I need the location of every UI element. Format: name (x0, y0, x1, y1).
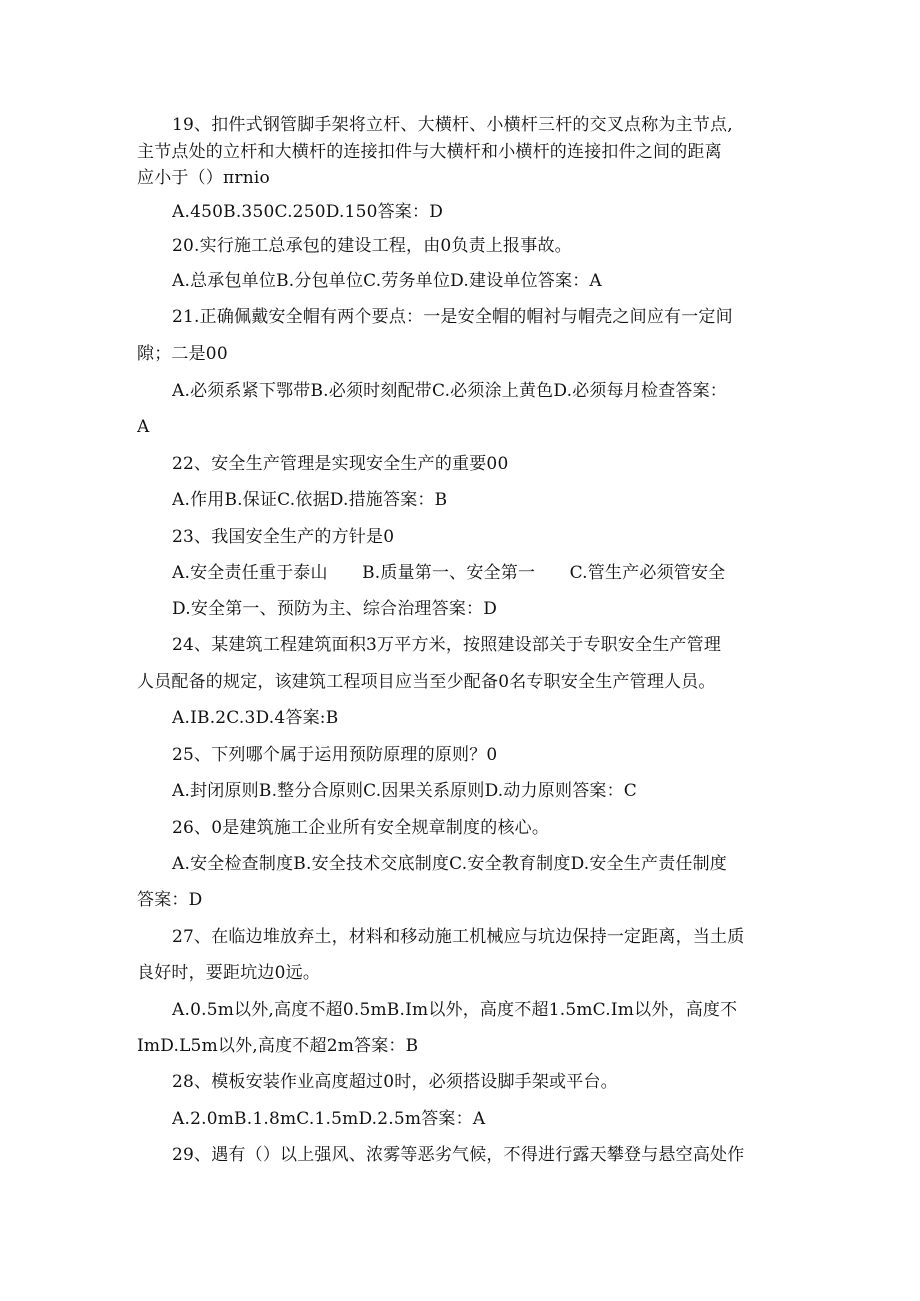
text-line: 27、在临边堆放弃土，材料和移动施工机械应与坑边保持一定距离，当土质 (172, 927, 745, 947)
text-line: 19、扣件式钢管脚手架将立杆、大横杆、小横杆三杆的交叉点称为主节点, (172, 115, 733, 135)
text-line: A.作用B.保证C.依据D.措施答案：B (172, 490, 448, 510)
text-line: A.安全检查制度B.安全技术交底制度C.安全教育制度D.安全生产责任制度 (172, 854, 728, 874)
text-line: A.0.5m以外,高度不超0.5mB.Im以外，高度不超1.5mC.Im以外，高度不 (172, 1000, 738, 1020)
text-line: 28、模板安装作业高度超过0时，必须搭设脚手架或平台。 (172, 1072, 618, 1092)
text-line: 21.正确佩戴安全帽有两个要点：一是安全帽的帽衬与帽壳之间应有一定间 (172, 307, 733, 327)
text-line: A.450B.350C.250D.150答案：D (172, 202, 444, 222)
text-line: A.封闭原则B.整分合原则C.因果关系原则D.动力原则答案：C (172, 781, 638, 801)
text-line: 20.实行施工总承包的建设工程，由0负责上报事故。 (172, 236, 572, 256)
text-line: ImD.L5m以外,高度不超2m答案：B (137, 1036, 419, 1056)
text-line: 22、安全生产管理是实现安全生产的重要00 (172, 454, 509, 474)
text-line: A.IB.2C.3D.4答案:B (172, 708, 339, 728)
text-line: 隙；二是00 (137, 344, 228, 364)
text-line: 答案：D (137, 890, 203, 910)
text-line: 24、某建筑工程建筑面积3万平方米，按照建设部关于专职安全生产管理 (172, 635, 722, 655)
text-line: 主节点处的立杆和大横杆的连接扣件与大横杆和小横杆的连接扣件之间的距离 (137, 142, 722, 162)
text-line: 应小于（）πrnio (137, 168, 270, 188)
text-line: 23、我国安全生产的方针是0 (172, 527, 395, 547)
text-line: A.安全责任重于泰山 B.质量第一、安全第一 C.管生产必须管安全 (172, 563, 726, 583)
text-line: D.安全第一、预防为主、综合治理答案：D (172, 599, 498, 619)
text-line: 29、遇有（）以上强风、浓雾等恶劣气候，不得进行露天攀登与悬空高处作 (172, 1145, 745, 1165)
text-line: A (137, 417, 150, 437)
text-line: 良好时，要距坑边0远。 (137, 963, 321, 983)
text-line: 26、0是建筑施工企业所有安全规章制度的核心。 (172, 818, 550, 838)
text-line: 人员配备的规定，该建筑工程项目应当至少配备0名专职安全生产管理人员。 (137, 672, 716, 692)
text-line: A.必须系紧下鄂带B.必须时刻配带C.必须涂上黄色D.必须每月检查答案： (172, 381, 728, 401)
text-line: A.总承包单位B.分包单位C.劳务单位D.建设单位答案：A (172, 271, 602, 291)
text-line: A.2.0mB.1.8mC.1.5mD.2.5m答案：A (172, 1109, 486, 1129)
text-line: 25、下列哪个属于运用预防原理的原则？0 (172, 745, 498, 765)
